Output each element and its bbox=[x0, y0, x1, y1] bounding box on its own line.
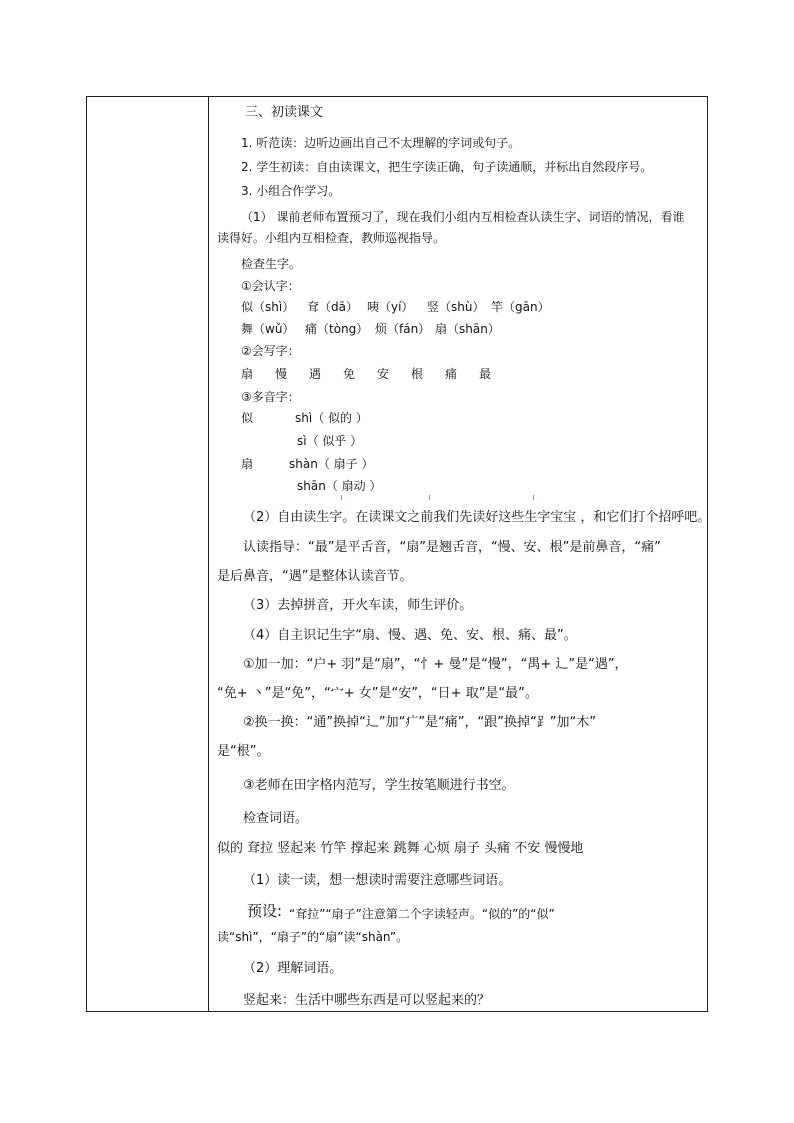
write-char: 痛 bbox=[445, 367, 458, 381]
write-char: 最 bbox=[479, 367, 492, 381]
polyphone-2-reading-1: shàn（ 扇子 ） bbox=[289, 457, 374, 471]
recognize-row-1 bbox=[241, 299, 581, 315]
word-step-2: （2）理解词语。 bbox=[243, 961, 343, 976]
recognize-char: 痛（tòng） bbox=[305, 322, 369, 336]
shuqilai-question: 竖起来：生活中哪些东西是可以竖起来的？ bbox=[243, 993, 491, 1008]
recognize-char: 竿（gān） bbox=[491, 300, 550, 314]
write-label: ②会写字： bbox=[241, 344, 300, 358]
yushe-line-2: 读“shì”，“扇子”的“扇”读“shàn”。 bbox=[217, 930, 409, 944]
check-words-heading: 检查词语。 bbox=[243, 811, 309, 826]
polyphone-label: ③多音字： bbox=[241, 390, 300, 404]
polyphone-1-char: 似 bbox=[241, 411, 254, 425]
polyphone-1-reading-2: sì（ 似乎 ） bbox=[297, 434, 363, 448]
text-marker bbox=[341, 495, 342, 500]
recognize-char: 烦（fán） bbox=[375, 322, 431, 336]
demo-writing: ③老师在田字格内范写，学生按笔顺进行书空。 bbox=[243, 778, 515, 793]
recognize-char: 扇（shān） bbox=[435, 322, 500, 336]
paragraph-1-line-1: （1） 课前老师布置预习了，现在我们小组内互相检查认读生字、词语的情况，看谁 bbox=[241, 210, 685, 224]
write-chars-row bbox=[241, 366, 541, 382]
add-method-line-2: “免+ 丶”是“免”，“宀+ 女”是“安”，“日+ 取”是“最”。 bbox=[217, 686, 538, 701]
polyphone-1-reading-1: shì（ 似的 ） bbox=[295, 411, 368, 425]
content-cell bbox=[209, 97, 711, 1011]
guide-line-1: 认读指导：“最”是平舌音，“扇”是翘舌音，“慢、安、根”是前鼻音，“痛” bbox=[243, 540, 661, 555]
swap-method-line-2: 是“根”。 bbox=[217, 744, 270, 759]
section-heading: 三、初读课文 bbox=[245, 105, 324, 120]
polyphone-2-char: 扇 bbox=[241, 457, 254, 471]
paragraph-4: （4）自主识记生字“扇、慢、遇、免、安、根、痛、最”。 bbox=[243, 628, 577, 643]
add-method-line-1: ①加一加：“户+ 羽”是“扇”，“忄+ 曼”是“慢”，“禺+ 辶”是“遇”， bbox=[243, 657, 628, 672]
word-list: 似的 耷拉 竖起来 竹竿 撑起来 跳舞 心烦 扇子 头痛 不安 慢慢地 bbox=[217, 841, 584, 856]
swap-method-line-1: ②换一换：“通”换掉“辶”加“疒”是“痛”，“跟”换掉“⻊”加“木” bbox=[243, 715, 596, 730]
recognize-label: ①会认字： bbox=[241, 279, 300, 293]
yushe-label: 预设: bbox=[247, 902, 283, 920]
step-3: 3. 小组合作学习。 bbox=[241, 184, 341, 198]
recognize-char: 似（shì） bbox=[241, 300, 295, 314]
paragraph-2: （2）自由读生字。在读课文之前我们先读好这些生字宝宝 ，和它们打个招呼吧。 bbox=[243, 510, 711, 525]
check-chars-heading: 检查生字。 bbox=[241, 257, 302, 271]
polyphone-2-reading-2: shān（ 扇动 ） bbox=[297, 479, 382, 493]
recognize-char: 舞（wǔ） bbox=[241, 322, 295, 336]
write-char: 根 bbox=[411, 367, 424, 381]
paragraph-1-line-2: 读得好。小组内互相检查，教师巡视指导。 bbox=[217, 231, 446, 245]
recognize-char: 竖（shù） bbox=[427, 300, 485, 314]
write-char: 免 bbox=[343, 367, 356, 381]
paragraph-3: （3）去掉拼音，开火车读，师生评价。 bbox=[243, 598, 473, 613]
write-char: 慢 bbox=[275, 367, 288, 381]
recognize-row-2 bbox=[241, 321, 581, 337]
step-2: 2. 学生初读：自由读课文，把生字读正确，句子读通顺，并标出自然段序号。 bbox=[241, 160, 653, 174]
text-marker bbox=[429, 495, 430, 500]
yushe-line-1: “耷拉”“扇子”注意第二个字读轻声。“似的”的“似” bbox=[289, 907, 555, 921]
guide-line-2: 是后鼻音，“遇”是整体认读音节。 bbox=[217, 569, 413, 584]
text-marker bbox=[533, 495, 534, 500]
step-1: 1. 听范读：边听边画出自己不太理解的字词或句子。 bbox=[241, 136, 521, 150]
write-char: 扇 bbox=[241, 367, 254, 381]
word-step-1: （1）读一读，想一想读时需要注意哪些词语。 bbox=[243, 873, 512, 888]
recognize-char: 耷（dā） bbox=[307, 300, 358, 314]
write-char: 安 bbox=[377, 367, 390, 381]
lesson-table bbox=[86, 96, 711, 1012]
write-char: 遇 bbox=[309, 367, 322, 381]
recognize-char: 咦（yí） bbox=[367, 300, 414, 314]
